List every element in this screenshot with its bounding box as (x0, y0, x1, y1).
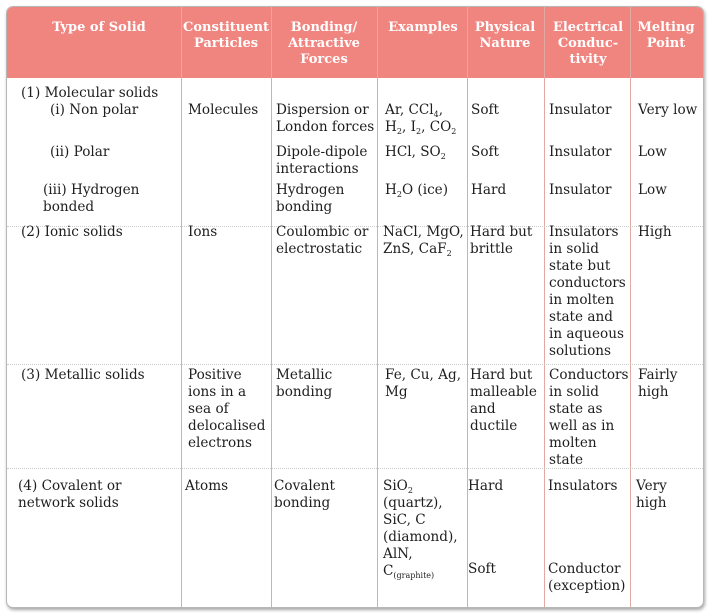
nonpolar-examples: Ar, CCl$_4$, $H_2$, $I_2$, $CO_2$ (385, 102, 457, 136)
row-divider (7, 364, 703, 365)
header-particles: Constituent Particles (183, 20, 269, 51)
ionic-type: (2) Ionic solids (21, 224, 123, 240)
ionic-bonding: Coulombic or electrostatic (276, 224, 369, 257)
column-rule (544, 7, 545, 607)
ionic-physical: Hard but brittle (470, 224, 533, 257)
metallic-particles: Positive ions in a sea of delocalised electrons (188, 367, 266, 451)
header-examples: Examples (388, 20, 458, 35)
ionic-conductivity: Insulators in solid state but conductors in molten state and in aqueous solutions (549, 224, 626, 359)
column-rule (271, 7, 272, 607)
polar-melting: Low (638, 144, 667, 160)
covalent-bonding: Covalent bonding (274, 478, 335, 511)
header-type: Type of Solid (52, 20, 146, 35)
nonpolar-bonding: Dispersion or London forces (276, 102, 375, 135)
polar-type: (ii) Polar (50, 144, 110, 160)
ionic-particles: Ions (188, 224, 218, 240)
polar-examples: HCl, $SO_2$ (385, 144, 446, 161)
nonpolar-particles: Molecules (188, 102, 259, 118)
ionic-examples: NaCl, MgO, ZnS, CaF$_2$ (383, 224, 464, 258)
covalent-particles: Atoms (185, 478, 229, 494)
header-physical: Physical Nature (474, 20, 536, 51)
nonpolar-physical: Soft (471, 102, 499, 118)
metallic-physical: Hard but malleable and ductile (470, 367, 537, 434)
metallic-type: (3) Metallic solids (21, 367, 145, 383)
hydrogen-melting: Low (638, 182, 667, 198)
hydrogen-examples: $H_2O$ (ice) (385, 182, 449, 199)
molecular-title: (1) Molecular solids (21, 85, 159, 101)
solids-table (6, 6, 704, 608)
covalent-examples: SiO$_2$ (quartz), SiC, C (diamond), AlN, $C_{(graphite)}$ (383, 478, 458, 580)
hydrogen-bonding: Hydrogen bonding (276, 182, 345, 215)
column-rule (377, 7, 378, 607)
covalent-physical: Hard (468, 478, 504, 494)
hydrogen-conductivity: Insulator (549, 182, 612, 198)
graphite-physical: Soft (468, 561, 496, 577)
covalent-type: (4) Covalent or network solids (18, 478, 122, 511)
covalent-conductivity: Insulators (548, 478, 618, 494)
metallic-conductivity: Conductors in solid state as well as in molten state (549, 367, 629, 468)
hydrogen-type: (iii) Hydrogen bonded (43, 182, 140, 215)
graphite-conductivity: Conductor (exception) (548, 561, 626, 594)
polar-conductivity: Insulator (549, 144, 612, 160)
polar-bonding: Dipole-dipole interactions (276, 144, 368, 177)
metallic-melting: Fairly high (638, 367, 678, 400)
ionic-melting: High (638, 224, 672, 240)
column-rule (181, 7, 182, 607)
nonpolar-melting: Very low (638, 102, 698, 118)
nonpolar-conductivity: Insulator (549, 102, 612, 118)
metallic-bonding: Metallic bonding (276, 367, 333, 400)
covalent-melting: Very high (636, 478, 667, 511)
header-melting: Melting Point (637, 20, 695, 51)
header-conductivity: Electrical Conduc- tivity (552, 20, 624, 67)
metallic-examples: Fe, Cu, Ag, Mg (385, 367, 462, 400)
column-rule (467, 7, 468, 607)
header-bonding: Bonding/ Attractive Forces (288, 20, 360, 67)
polar-physical: Soft (471, 144, 499, 160)
hydrogen-physical: Hard (471, 182, 507, 198)
table-header (7, 7, 703, 78)
column-rule (630, 7, 631, 607)
nonpolar-type: (i) Non polar (50, 102, 139, 118)
